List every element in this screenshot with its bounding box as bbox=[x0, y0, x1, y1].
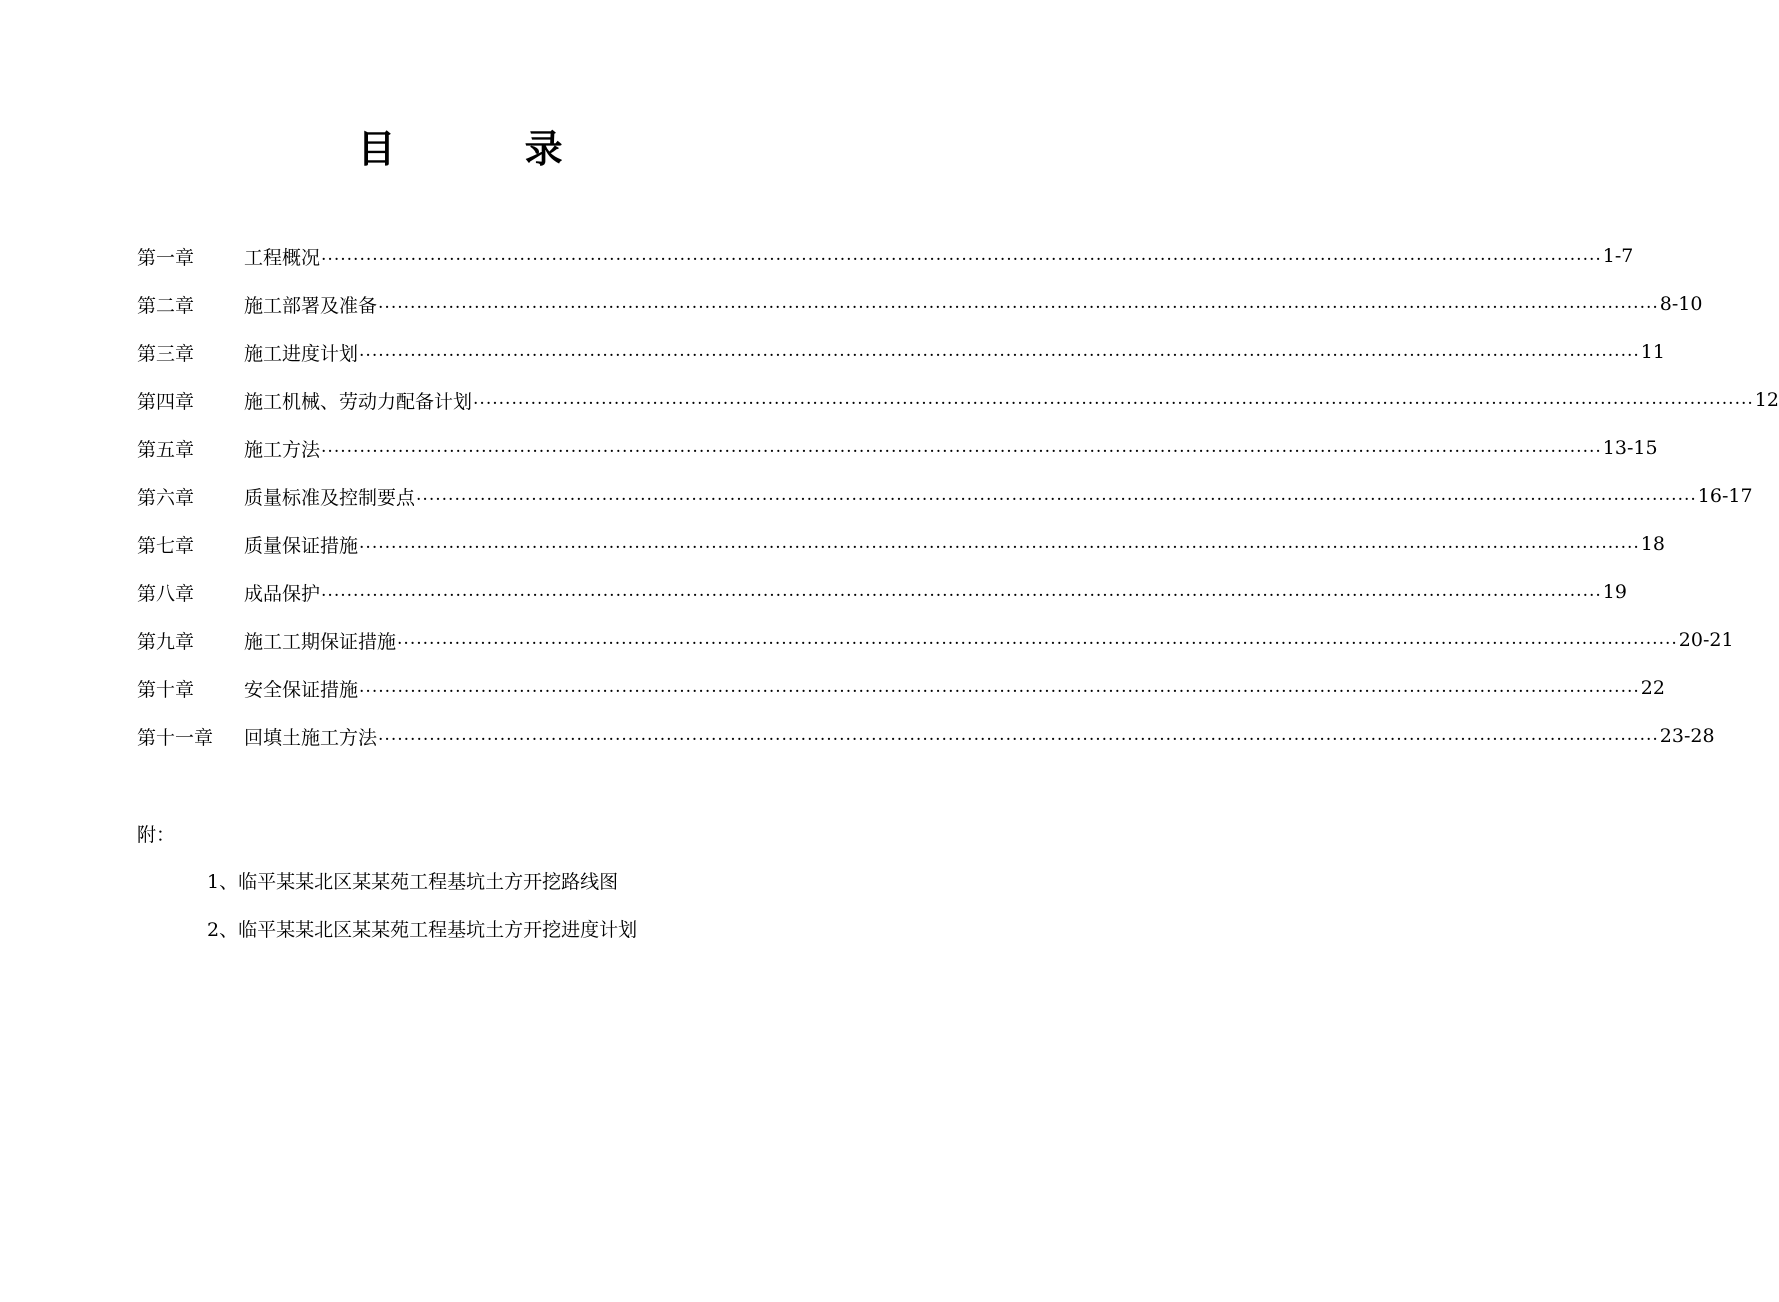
toc-leader-dots: ........................................................................................................................................................................................................ bbox=[397, 629, 1678, 649]
toc-leader-dots: ........................................................................................................................................................................................................ bbox=[359, 533, 1640, 553]
toc-row-5 bbox=[137, 426, 1658, 470]
toc-row-9 bbox=[137, 618, 1734, 662]
toc-row-11 bbox=[137, 714, 1715, 758]
toc-pages: 12 bbox=[1754, 389, 1779, 411]
toc-leader-dots: ........................................................................................................................................................................................................ bbox=[359, 677, 1640, 697]
toc-title: 质量保证措施 bbox=[244, 534, 359, 557]
toc-title: 施工工期保证措施 bbox=[244, 630, 397, 653]
toc-title: 成品保护 bbox=[244, 582, 321, 605]
toc-chapter: 第七章 bbox=[137, 534, 195, 557]
toc-chapter: 第六章 bbox=[137, 486, 195, 509]
toc-pages: 20-21 bbox=[1678, 629, 1734, 651]
toc-title: 施工部署及准备 bbox=[244, 294, 378, 317]
toc-chapter: 第四章 bbox=[137, 390, 195, 413]
toc-row-3 bbox=[137, 330, 1665, 374]
toc-row-4 bbox=[137, 378, 1779, 422]
toc-leader-dots: ........................................................................................................................................................................................................ bbox=[473, 389, 1754, 409]
toc-leader-dots: ........................................................................................................................................................................................................ bbox=[321, 581, 1602, 601]
toc-pages: 13-15 bbox=[1602, 437, 1658, 459]
toc-pages: 1-7 bbox=[1602, 245, 1634, 267]
page-title: 目 录 bbox=[357, 127, 621, 171]
toc-row-2 bbox=[137, 282, 1703, 326]
toc-title: 回填土施工方法 bbox=[244, 726, 378, 749]
toc-chapter: 第八章 bbox=[137, 582, 195, 605]
toc-title: 施工进度计划 bbox=[244, 342, 359, 365]
toc-row-6 bbox=[137, 474, 1753, 518]
toc-leader-dots: ........................................................................................................................................................................................................ bbox=[321, 437, 1602, 457]
toc-pages: 16-17 bbox=[1697, 485, 1753, 507]
toc-leader-dots: ........................................................................................................................................................................................................ bbox=[416, 485, 1697, 505]
toc-leader-dots: ........................................................................................................................................................................................................ bbox=[378, 293, 1659, 313]
toc-chapter: 第一章 bbox=[137, 246, 195, 269]
toc-chapter: 第三章 bbox=[137, 342, 195, 365]
toc-leader-dots: ........................................................................................................................................................................................................ bbox=[378, 725, 1659, 745]
toc-title: 安全保证措施 bbox=[244, 678, 359, 701]
toc-chapter: 第九章 bbox=[137, 630, 195, 653]
toc-leader-dots: ........................................................................................................................................................................................................ bbox=[321, 245, 1602, 265]
toc-pages: 19 bbox=[1602, 581, 1627, 603]
toc-title: 施工方法 bbox=[244, 438, 321, 461]
toc-row-8 bbox=[137, 570, 1627, 614]
toc-pages: 22 bbox=[1640, 677, 1665, 699]
toc-pages: 18 bbox=[1640, 533, 1665, 555]
toc-chapter: 第二章 bbox=[137, 294, 195, 317]
toc-pages: 8-10 bbox=[1659, 293, 1703, 315]
toc-title: 质量标准及控制要点 bbox=[244, 486, 416, 509]
toc-chapter: 第五章 bbox=[137, 438, 195, 461]
toc-row-7 bbox=[137, 522, 1665, 566]
toc-title: 施工机械、劳动力配备计划 bbox=[244, 390, 473, 413]
toc-chapter: 第十章 bbox=[137, 678, 195, 701]
appendix-item-2: 2、临平某某北区某某苑工程基坑土方开挖进度计划 bbox=[207, 919, 638, 941]
toc-chapter: 第十一章 bbox=[137, 726, 214, 749]
toc-row-1 bbox=[137, 234, 1634, 278]
appendix-label: 附： bbox=[137, 824, 176, 846]
toc-row-10 bbox=[137, 666, 1665, 710]
toc-pages: 23-28 bbox=[1659, 725, 1715, 747]
appendix-item-1: 1、临平某某北区某某苑工程基坑土方开挖路线图 bbox=[207, 871, 619, 893]
toc-title: 工程概况 bbox=[244, 246, 321, 269]
toc-leader-dots: ........................................................................................................................................................................................................ bbox=[359, 341, 1640, 361]
toc-pages: 11 bbox=[1640, 341, 1665, 363]
